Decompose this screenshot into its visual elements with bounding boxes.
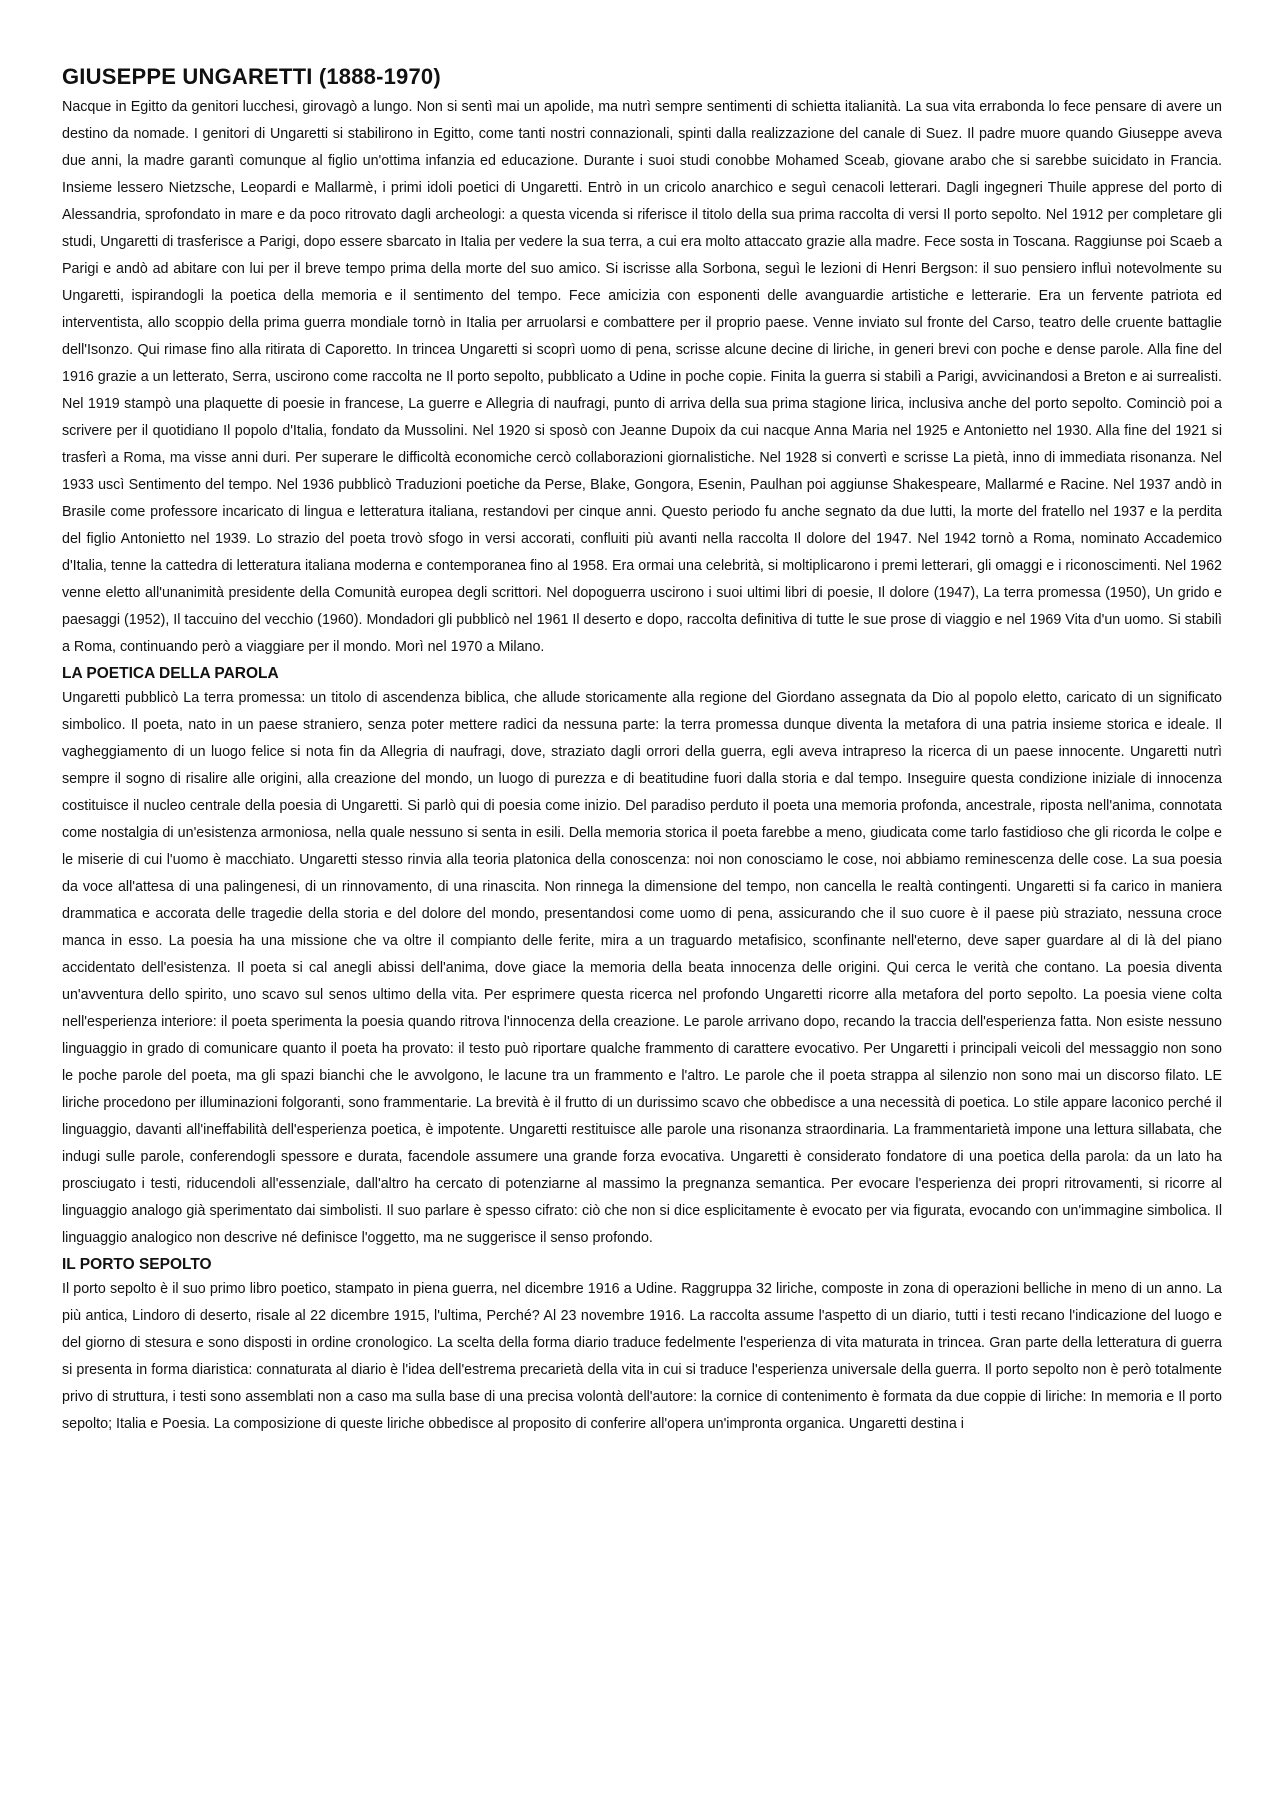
section-heading-porto-sepolto: IL PORTO SEPOLTO [62, 1256, 212, 1273]
biography-paragraph: Nacque in Egitto da genitori lucchesi, girovagò a lungo. Non si sentì mai un apolide, ma nutrì sempre sentimenti di schietta italianità. La sua vita errabonda lo fece pensare di avere un destino da nomade. I genitori di Ungaretti si stabilirono in Egitto, come tanti nostri connazionali, spinti dalla realizzazione del canale di Suez. Il padre muore quando Giuseppe aveva due anni, la madre garantì comunque al figlio un'ottima infanzia ed educazione. Durante i suoi studi conobbe Mohamed Sceab, giovane arabo che si sarebbe suicidato in Francia. Insieme lessero Nietzsche, Leopardi e Mallarmè, i primi idoli poetici di Ungaretti. Entrò in un cricolo anarchico e seguì cenacoli letterari. Dagli ingegneri Thuile apprese del porto di Alessandria, sprofondato in mare e da poco ritrovato dagli archeologi: a questa vicenda si riferisce il titolo della sua prima raccolta di versi Il porto sepolto. Nel 1912 per completare gli studi, Ungaretti di trasferisce a Parigi, dopo essere sbarcato in Italia per vedere la sua terra, a cui era molto attaccato grazie alla madre. Fece sosta in Toscana. Raggiunse poi Scaeb a Parigi e andò ad abitare con lui per il breve tempo prima della morte del suo amico. Si iscrisse alla Sorbona, seguì le lezioni di Henri Bergson: il suo pensiero influì notevolmente su Ungaretti, ispirandogli la poetica della memoria e il sentimento del tempo. Fece amicizia con esponenti delle avanguardie artistiche e letterarie. Era un fervente patriota ed interventista, allo scoppio della prima guerra mondiale tornò in Italia per arruolarsi e combattere per il proprio paese. Venne inviato sul fronte del Carso, teatro delle cruente battaglie dell'Isonzo. Qui rimase fino alla ritirata di Caporetto. In trincea Ungaretti si scoprì uomo di pena, scrisse alcune decine di liriche, in generi brevi con poche e dense parole. Alla fine del 1916 grazie a un letterato, Serra, uscirono come raccolta ne Il porto sepolto, pubblicato a Udine in poche copie. Finita la guerra si stabilì a Parigi, avvicinandosi a Breton e ai surrealisti. Nel 1919 stampò una plaquette di poesie in francese, La guerre e Allegria di naufragi, punto di arriva della sua prima stagione lirica, inclusiva anche del porto sepolto. Cominciò poi a scrivere per il quotidiano Il popolo d'Italia, fondato da Mussolini. Nel 1920 si sposò con Jeanne Dupoix da cui nacque Anna Maria nel 1925 e Antonietto nel 1930. Alla fine del 1921 si trasferì a Roma, ma visse anni duri. Per superare le difficoltà economiche cercò collaborazioni giornalistiche. Nel 1928 si convertì e scrisse La pietà, inno di immediata risonanza. Nel 1933 uscì Sentimento del tempo. Nel 1936 pubblicò Traduzioni poetiche da Perse, Blake, Gongora, Esenin, Paulhan poi aggiunse Shakespeare, Mallarmé e Racine. Nel 1937 andò in Brasile come professore incaricato di lingua e letteratura italiana, restandovi per cinque anni. Questo periodo fu anche segnato da due lutti, la morte del fratello nel 1937 e la perdita del figlio Antonietto nel 1939. Lo strazio del poeta trovò sfogo in versi accorati, confluiti più avanti nella raccolta Il dolore del 1947. Nel 1942 tornò a Roma, nominato Accademico d'Italia, tenne la cattedra di letteratura italiana moderna e contemporanea fino al 1958. Era ormai una celebrità, si moltiplicarono i premi letterari, gli omaggi e i riconoscimenti. Nel 1962 venne eletto all'unanimità presidente della Comunità europea degli scrittori. Nel dopoguerra uscirono i suoi ultimi libri di poesie, Il dolore (1947), La terra promessa (1950), Un grido e paesaggi (1952), Il taccuino del vecchio (1960). Mondadori gli pubblicò nel 1961 Il deserto e dopo, raccolta definitiva di tutte le sue prose di viaggio e nel 1969 Vita d'un uomo. Si stabilì a Roma, continuando però a viaggiare per il mondo. Morì nel 1970 a Milano. [62, 99, 1222, 655]
document-title: GIUSEPPE UNGARETTI (1888-1970) [62, 64, 441, 89]
porto-sepolto-paragraph: Il porto sepolto è il suo primo libro poetico, stampato in piena guerra, nel dicembre 1916 a Udine. Raggruppa 32 liriche, composte in zona di operazioni belliche in meno di un anno. La più antica, Lindoro di deserto, risale al 22 dicembre 1915, l'ultima, Perché? Al 23 novembre 1916. La raccolta assume l'aspetto di un diario, tutti i testi recano l'indicazione del luogo e del giorno di stesura e sono disposti in ordine cronologico. La scelta della forma diario traduce fedelmente l'esperienza di vita maturata in trincea. Gran parte della letteratura di guerra si presenta in forma diaristica: connaturata al diario è l'idea dell'estrema precarietà della vita in cui si traduce l'esperienza universale della guerra. Il porto sepolto non è però totalmente privo di struttura, i testi sono assemblati non a caso ma sulla base di una precisa volontà dell'autore: la cornice di contenimento è formata da due coppie di liriche: In memoria e Il porto sepolto; Italia e Poesia. La composizione di queste liriche obbedisce al proposito di conferire all'opera un'impronta organica. Ungaretti destina i [62, 1281, 1222, 1432]
poetica-paragraph: Ungaretti pubblicò La terra promessa: un titolo di ascendenza biblica, che allude storicamente alla regione del Giordano assegnata da Dio al popolo eletto, caricato di un significato simbolico. Il poeta, nato in un paese straniero, senza poter mettere radici da nessuna parte: la terra promessa dunque diventa la metafora di una patria insieme storica e ideale. Il vagheggiamento di un luogo felice si nota fin da Allegria di naufragi, dove, straziato dagli orrori della guerra, egli aveva intrapreso la ricerca di un paese innocente. Ungaretti nutrì sempre il sogno di risalire alle origini, alla creazione del mondo, un luogo di purezza e di beatitudine fuori dalla storia e dal tempo. Inseguire questa condizione iniziale di innocenza costituisce il nucleo centrale della poesia di Ungaretti. Si parlò qui di poesia come inizio. Del paradiso perduto il poeta una memoria profonda, ancestrale, riposta nell'anima, connotata come nostalgia di un'esistenza armoniosa, nella quale nessuno si senta in esili. Della memoria storica il poeta farebbe a meno, giudicata come tarlo fastidioso che gli ricorda le colpe e le miserie di cui l'uomo è macchiato. Ungaretti stesso rinvia alla teoria platonica della conoscenza: noi non conosciamo le cose, noi abbiamo reminescenza delle cose. La sua poesia da voce all'attesa di una palingenesi, di un rinnovamento, di una rinascita. Non rinnega la dimensione del tempo, non cancella le realtà contingenti. Ungaretti si fa carico in maniera drammatica e accorata delle tragedie della storia e del dolore del mondo, presentandosi come uomo di pena, assicurando che il suo cuore è il paese più straziato, nessuna croce manca in esso. La poesia ha una missione che va oltre il compianto delle ferite, mira a un traguardo metafisico, sconfinante nell'eterno, deve saper guardare al di là del piano accidentato dell'esistenza. Il poeta si cal anegli abissi dell'anima, dove giace la memoria della beata innocenza delle origini. Qui cerca le verità che contano. La poesia diventa un'avventura dello spirito, uno scavo sul senos ultimo della vita. Per esprimere questa ricerca nel profondo Ungaretti ricorre alla metafora del porto sepolto. La poesia viene colta nell'esperienza interiore: il poeta sperimenta la poesia quando ritrova l'innocenza della creazione. Le parole arrivano dopo, recando la traccia dell'esperienza fatta. Non esiste nessuno linguaggio in grado di comunicare quanto il poeta ha provato: il testo può riportare qualche frammento di carattere evocativo. Per Ungaretti i principali veicoli del messaggio non sono le poche parole del poeta, ma gli spazi bianchi che le avvolgono, le lacune tra un frammento e l'altro. Le parole che il poeta strappa al silenzio non sono mai un discorso filato. LE liriche procedono per illuminazioni folgoranti, sono frammentarie. La brevità è il frutto di un durissimo scavo che obbedisce a una necessità di poetica. Lo stile appare laconico perché il linguaggio, davanti all'ineffabilità dell'esperienza poetica, è impotente. Ungaretti restituisce alle parole una risonanza straordinaria. La frammentarietà impone una lettura sillabata, che indugi sulle parole, conferendogli spessore e durata, facendole assumere una grande forza evocativa. Ungaretti è considerato fondatore di una poetica della parola: da un lato ha prosciugato i testi, riducendoli all'essenziale, dall'altro ha cercato di potenziarne al massimo la pregnanza semantica. Per evocare l'esperienza dei propri ritrovamenti, si ricorre al linguaggio analogo già sperimentato dai simbolisti. Il suo parlare è spesso cifrato: ciò che non si dice esplicitamente è evocato per via figurata, evocando con un'immagine simbolica. Il linguaggio analogico non descrive né definisce l'oggetto, ma ne suggerisce il senso profondo. [62, 690, 1222, 1246]
document-page [62, 62, 1222, 1438]
section-heading-poetica: LA POETICA DELLA PAROLA [62, 665, 279, 682]
